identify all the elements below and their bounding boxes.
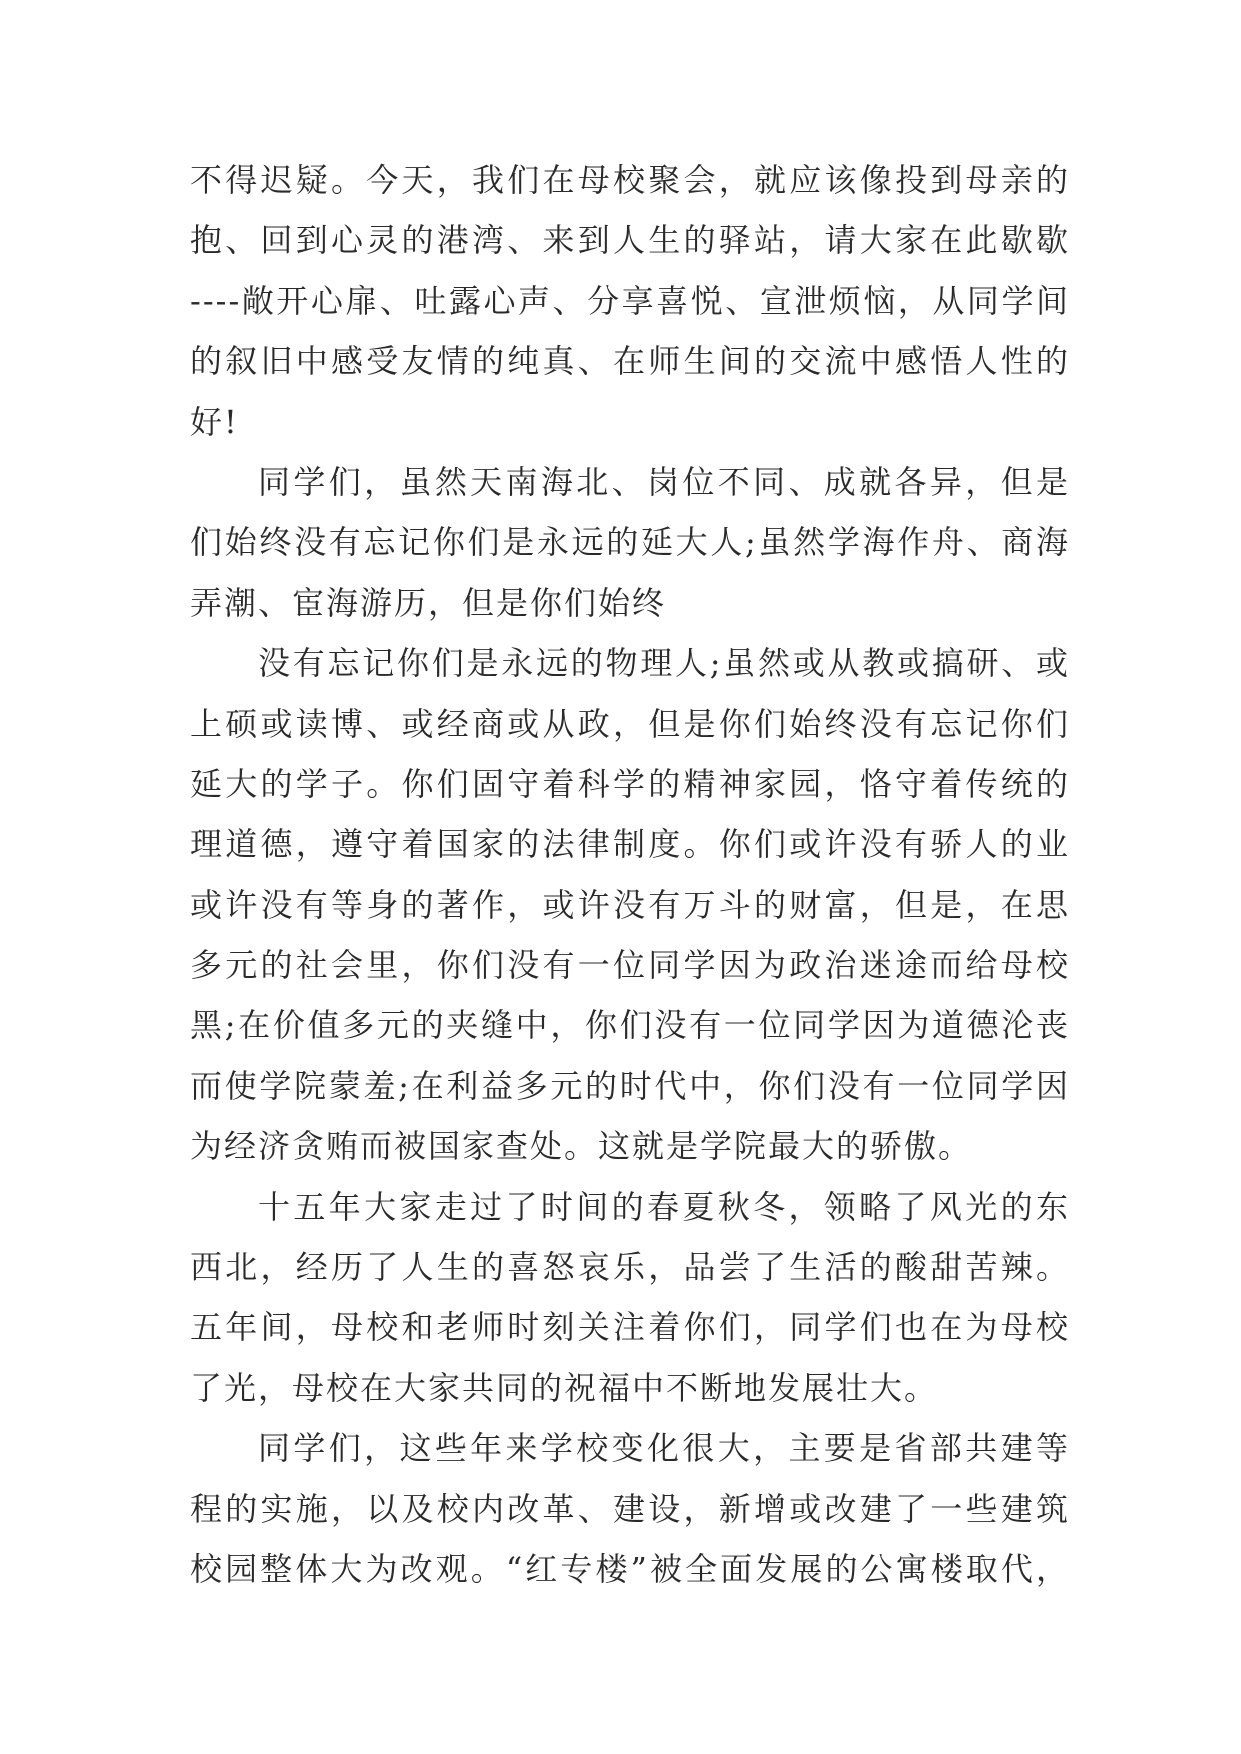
text-line: 延大的学子。你们固守着科学的精神家园，恪守着传统的: [190, 764, 1070, 803]
body-text: [190, 150, 1070, 1599]
text-line: 弄潮、宦海游历，但是你们始终: [190, 583, 667, 622]
text-line: 而使学院蒙羞;在利益多元的时代中，你们没有一位同学因: [190, 1066, 1070, 1105]
text-line: 们始终没有忘记你们是永远的延大人;虽然学海作舟、商海: [190, 523, 1070, 562]
text-line: 同学们，这些年来学校变化很大，主要是省部共建等: [258, 1429, 1070, 1468]
text-line: 西北，经历了人生的喜怒哀乐，品尝了生活的酸甜苦辣。: [190, 1248, 1070, 1287]
text-line: 好!: [190, 402, 239, 441]
text-line: ----敞开心扉、吐露心声、分享喜悦、宣泄烦恼，从同学间: [190, 281, 1070, 320]
text-line: 程的实施，以及校内改革、建设，新增或改建了一些建筑: [190, 1489, 1070, 1528]
text-line: 抱、回到心灵的港湾、来到人生的驿站，请大家在此歇歇: [190, 221, 1070, 260]
text-line: 十五年大家走过了时间的春夏秋冬，领略了风光的东: [258, 1187, 1070, 1226]
text-line: 同学们，虽然天南海北、岗位不同、成就各异，但是: [258, 462, 1070, 501]
text-line: 黑;在价值多元的夹缝中，你们没有一位同学因为道德沦丧: [190, 1006, 1070, 1045]
text-line: 上硕或读博、或经商或从政，但是你们始终没有忘记你们: [190, 704, 1070, 743]
text-line: 五年间，母校和老师时刻关注着你们，同学们也在为母校: [190, 1308, 1070, 1347]
text-line: 为经济贪贿而被国家查处。这就是学院最大的骄傲。: [190, 1127, 973, 1166]
text-line: 校园整体大为改观。“红专楼”被全面发展的公寓楼取代，: [190, 1549, 1070, 1588]
text-line: 多元的社会里，你们没有一位同学因为政治迷途而给母校: [190, 946, 1070, 985]
text-line: 的叙旧中感受友情的纯真、在师生间的交流中感悟人性的: [190, 342, 1070, 381]
text-line: 理道德，遵守着国家的法律制度。你们或许没有骄人的业: [190, 825, 1070, 864]
text-line: 了光，母校在大家共同的祝福中不断地发展壮大。: [190, 1368, 939, 1407]
text-line: 或许没有等身的著作，或许没有万斗的财富，但是，在思: [190, 885, 1070, 924]
text-line: 没有忘记你们是永远的物理人;虽然或从教或搞研、或: [258, 644, 1070, 683]
text-line: 不得迟疑。今天，我们在母校聚会，就应该像投到母亲的: [190, 161, 1070, 199]
